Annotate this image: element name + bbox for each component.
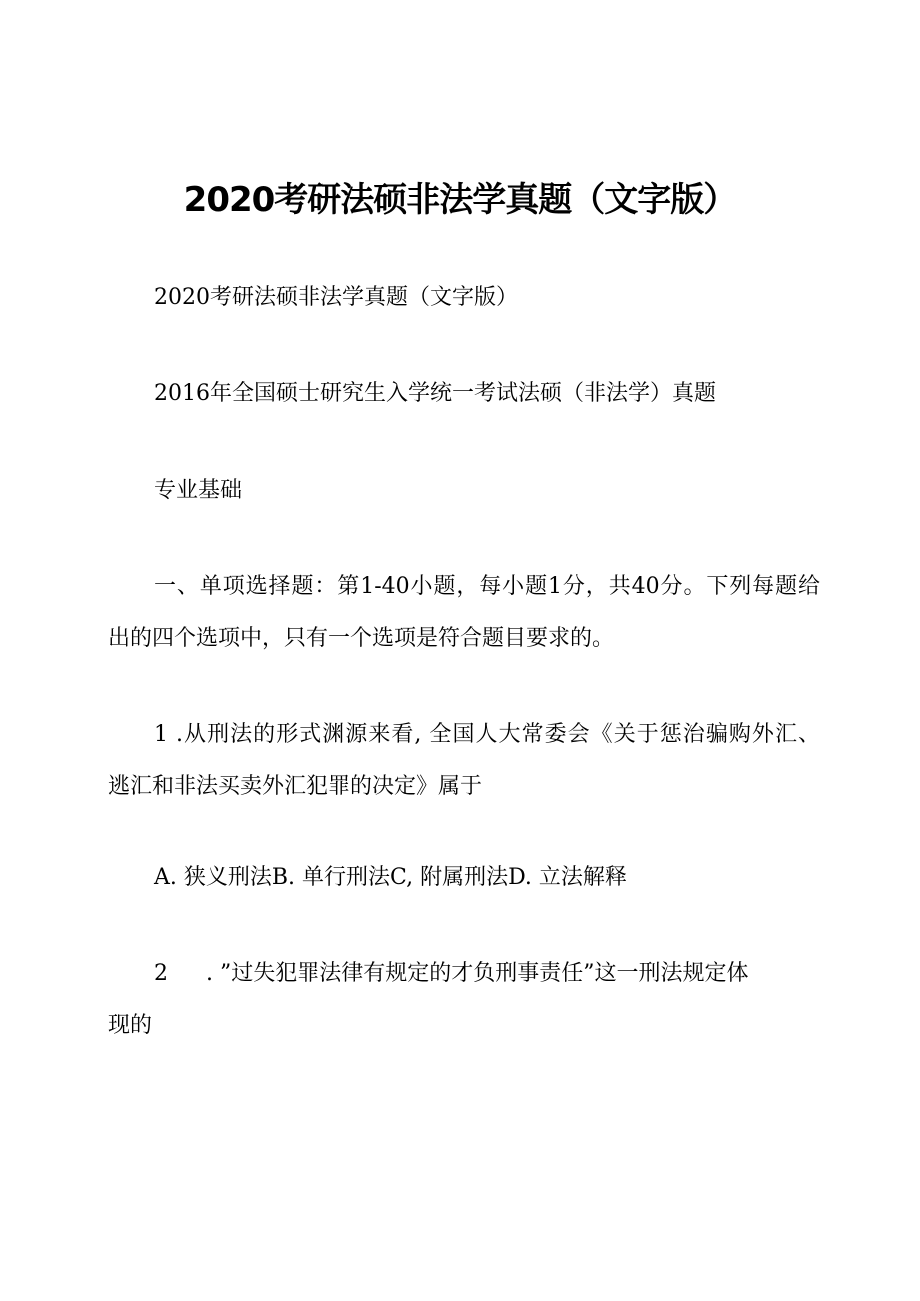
question-1-line-2: 逃汇和非法买卖外汇犯罪的决定》属于 [108,774,483,799]
question-1-line-1: 1 .从刑法的形式渊源来看, 全国人大常委会《关于惩治骗购外汇、 [154,722,820,747]
section-heading-text: 专业基础 [154,478,243,503]
subtitle-text: 2020考研法硕非法学真题（文字版） [154,285,518,310]
question-1-stem [108,709,820,813]
instructions-line-1: 一、单项选择题：第1-40小题，每小题1分，共40分。下列每题给 [154,574,820,599]
question-2-stem [108,948,820,1052]
question-1-options-text: A. 狭义刑法B. 单行刑法C, 附属刑法D. 立法解释 [154,865,627,890]
instructions-line-2: 出的四个选项中，只有一个选项是符合题目要求的。 [108,626,615,651]
question-1-options [108,852,820,904]
section-heading [108,465,820,517]
exam-name-text: 2016年全国硕士研究生入学统一考试法硕（非法学）真题 [154,381,716,406]
question-2-line-1-text: . ”过失犯罪法律有规定的才负刑事责任”这一刑法规定体 [206,961,749,986]
question-2-number: 2 [154,961,168,986]
document-title: 2020考研法硕非法学真题（文字版） [183,180,737,220]
exam-name-paragraph [108,368,820,420]
instructions-paragraph [108,561,820,665]
subtitle-paragraph [108,272,820,324]
question-2-line-2: 现的 [108,1013,153,1038]
question-2-line-1 [108,948,820,1000]
